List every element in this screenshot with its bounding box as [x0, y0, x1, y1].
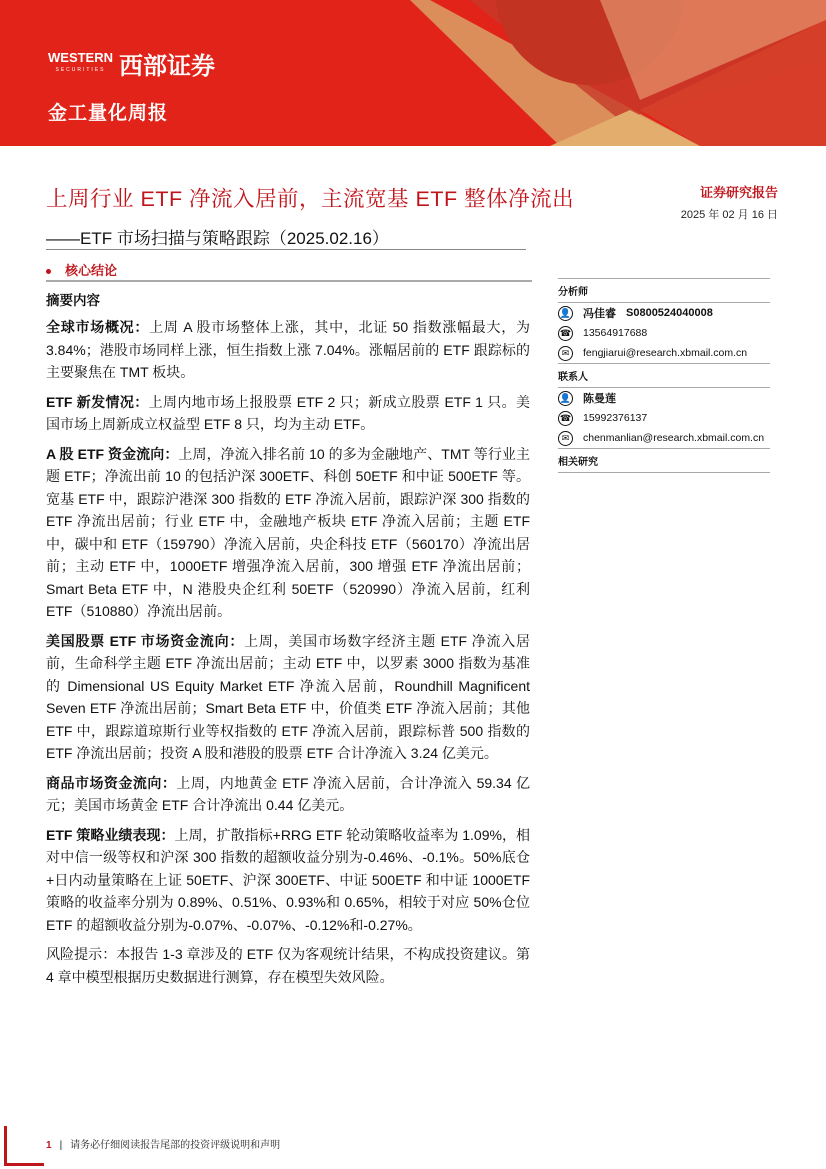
- paragraph-us-flows: [46, 630, 530, 765]
- paragraph-label: 美国股票 ETF 市场资金流向：: [46, 632, 245, 649]
- paragraph-strategy: [46, 824, 530, 937]
- paragraph-label: ETF 策略业绩表现：: [46, 826, 175, 843]
- sidebar-contacts: [558, 278, 770, 473]
- mail-icon: ✉: [558, 346, 573, 361]
- paragraph-text: 上周内地市场上报股票 ETF 2 只；新成立股票 ETF 1 只。美国市场上周新成立权益型 ETF 8 只，均为主动 ETF。: [46, 393, 530, 432]
- paragraph-text: 风险提示：本报告 1-3 章涉及的 ETF 仅为客观统计结果，不构成投资建议。第 4 章中模型根据历史数据进行测算，存在模型失效风险。: [46, 946, 530, 985]
- contact-phone: 15992376137: [583, 412, 648, 424]
- corner-mark: [4, 1163, 44, 1166]
- paragraph-risk: [46, 943, 530, 988]
- paragraph-text: 上周，净流入排名前 10 的多为金融地产、TMT 等行业主题 ETF；净流出前 10 的包括沪深 300ETF、科创 50ETF 和中证 500ETF 等。宽基 ETF 中，跟踪沪港深 300 指数的 ETF 净流入居前，跟踪沪深 300 指数的 ETF 净流出居前；行业 ETF 中，金融地产板块 ETF 净流入居前；主题 ETF 中，碳中和 ETF（159790）净流入居前，央企科技 ETF（560170）净流出居前；主动 ETF 中，1000ETF 增强净流入居前，300 增强 ETF 净流出居前；Smart Beta ETF 中，N 港股央企红利 50ETF（520990）净流入居前，红利 ETF（510880）净流出居前。: [46, 445, 530, 619]
- analyst-phone: 13564917688: [583, 327, 648, 339]
- analyst-name: 冯佳睿: [583, 308, 616, 320]
- summary-heading: 摘要内容: [46, 293, 100, 308]
- logo-en-sub: SECURITIES: [55, 66, 106, 73]
- paragraph-label: ETF 新发情况：: [46, 393, 149, 410]
- contact-email[interactable]: chenmanlian@research.xbmail.com.cn: [583, 432, 765, 444]
- logo-cn-text: 西部证券: [119, 53, 215, 80]
- paragraph-text: 上周 A 股市场整体上涨，其中，北证 50 指数涨幅最大，为 3.84%；港股市场同样上涨，恒生指数上涨 7.04%。涨幅居前的 ETF 跟踪标的主要聚焦在 TMT 板块。: [46, 319, 530, 380]
- paragraph-new-etf: [46, 391, 530, 436]
- core-label: 核心结论: [65, 263, 118, 278]
- report-series: 金工量化周报: [48, 103, 169, 124]
- bullet-icon: [46, 269, 51, 274]
- page-footer: [46, 1136, 280, 1151]
- divider: [558, 472, 770, 473]
- paragraph-commodity-flows: [46, 772, 530, 817]
- logo-en-text: WESTERN: [48, 49, 113, 65]
- divider: [46, 280, 532, 282]
- related-research-heading: 相关研究: [558, 457, 598, 468]
- mail-icon: ✉: [558, 431, 573, 446]
- company-logo: [48, 46, 215, 81]
- report-subtitle: ——ETF 市场扫描与策略跟踪（2025.02.16）: [46, 229, 389, 248]
- divider: [46, 249, 526, 250]
- phone-icon: ☎: [558, 411, 573, 426]
- contact-heading: 联系人: [558, 372, 588, 383]
- paragraph-label: 全球市场概况：: [46, 319, 150, 335]
- analyst-heading: 分析师: [558, 287, 588, 298]
- analyst-cert: S0800524040008: [626, 307, 713, 319]
- paragraph-text: 上周，扩散指标+RRG ETF 轮动策略收益率为 1.09%，相对中信一级等权和沪深 300 指数的超额收益分别为-0.46%、-0.1%。50%底仓+日内动量策略在上证 50ETF、沪深 300ETF、中证 500ETF 和中证 1000ETF 策略的收益率分别为 0.89%、0.51%、0.93%和 0.65%，相较于对应 50%仓位 ETF 的超额收益分别为-0.07%、-0.07%、-0.12%和-0.27%。: [46, 826, 530, 933]
- paragraph-label: A 股 ETF 资金流向：: [46, 445, 179, 462]
- paragraph-label: 商品市场资金流向：: [46, 774, 177, 791]
- summary-body: [46, 316, 530, 995]
- header-banner: [0, 0, 826, 146]
- paragraph-global-market: [46, 316, 530, 384]
- report-title: 上周行业 ETF 净流入居前，主流宽基 ETF 整体净流出: [46, 187, 575, 211]
- report-date: 2025 年 02 月 16 日: [680, 209, 778, 221]
- page-number: 1: [46, 1140, 52, 1151]
- analyst-email[interactable]: fengjiarui@research.xbmail.com.cn: [583, 347, 748, 359]
- paragraph-text: 上周，内地黄金 ETF 净流入居前，合计净流入 59.34 亿元；美国市场黄金 ETF 合计净流出 0.44 亿美元。: [46, 774, 530, 813]
- person-icon: 👤: [558, 306, 573, 321]
- paragraph-text: 上周，美国市场数字经济主题 ETF 净流入居前，生命科学主题 ETF 净流出居前；主动 ETF 中，以罗素 3000 指数为基准的 Dimensional US Equity Market ETF 净流入居前，Roundhill Magnificent Seven ETF 净流出居前；Smart Beta ETF 中，价值类 ETF 净流入居前；其他 ETF 中，跟踪道琼斯行业等权指数的 ETF 净流入居前，跟踪标普 500 指数的 ETF 净流出居前；投资 A 股和港股的股票 ETF 合计净流入 3.24 亿美元。: [46, 632, 530, 761]
- paragraph-a-share-flows: [46, 443, 530, 623]
- person-icon: 👤: [558, 391, 573, 406]
- core-conclusion-heading: [46, 260, 117, 279]
- contact-name: 陈曼莲: [583, 393, 616, 405]
- footer-disclaimer: 请务必仔细阅读报告尾部的投资评级说明和声明: [70, 1140, 281, 1151]
- report-type: 证券研究报告: [699, 185, 778, 200]
- phone-icon: ☎: [558, 326, 573, 341]
- corner-mark: [4, 1126, 7, 1166]
- footer-separator: |: [59, 1140, 63, 1151]
